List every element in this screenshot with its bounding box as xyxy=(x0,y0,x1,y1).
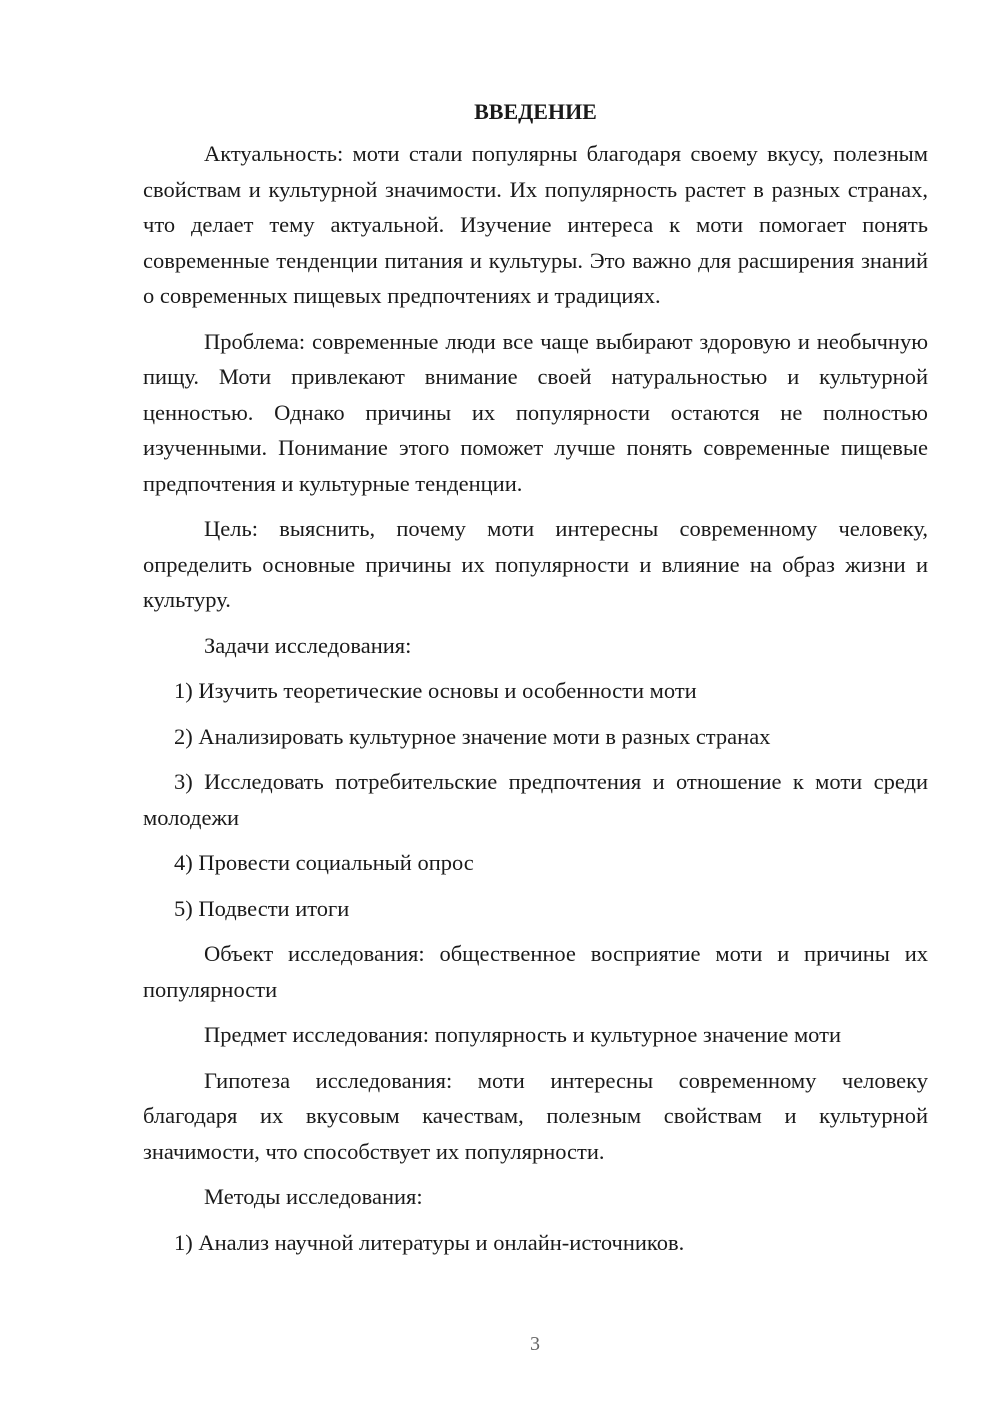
object-paragraph: Объект исследования: общественное восприятие моти и причины их популярности xyxy=(143,941,928,1002)
task-item: 3) Исследовать потребительские предпочтения и отношение к моти среди молодежи xyxy=(143,769,928,830)
problem-paragraph: Проблема: современные люди все чаще выбирают здоровую и необычную пищу. Моти привлекают внимание своей натуральностью и культурной ценностью. Однако причины их популярности остаются не полностью изученными. Понимание этого поможет лучше понять современные пищевые предпочтения и культурные тенденции. xyxy=(143,328,928,496)
hypothesis-paragraph: Гипотеза исследования: моти интересны современному человеку благодаря их вкусовым качествам, полезным свойствам и культурной значимости, что способствует их популярности. xyxy=(143,1067,928,1164)
method-item: 1) Анализ научной литературы и онлайн-источников. xyxy=(174,1229,685,1255)
task-item: 4) Провести социальный опрос xyxy=(174,850,474,875)
page-content xyxy=(143,94,928,1270)
task-item: 1) Изучить теоретические основы и особенности моти xyxy=(174,678,697,703)
methods-heading: Методы исследования: xyxy=(204,1184,423,1209)
tasks-heading: Задачи исследования: xyxy=(204,632,412,658)
task-item: 2) Анализировать культурное значение моти в разных странах xyxy=(174,723,771,749)
page-number: 3 xyxy=(530,1333,540,1355)
task-item: 5) Подвести итоги xyxy=(174,895,350,921)
section-title: ВВЕДЕНИЕ xyxy=(474,99,597,124)
subject-paragraph: Предмет исследования: популярность и культурное значение моти xyxy=(204,1022,842,1047)
relevance-paragraph: Актуальность: моти стали популярны благодаря своему вкусу, полезным свойствам и культурной значимости. Их популярность растет в разных странах, что делает тему актуальной. Изучение интереса к моти помогает понять современные тенденции питания и культуры. Это важно для расширения знаний о современных пищевых предпочтениях и традициях. xyxy=(143,141,928,308)
goal-paragraph: Цель: выяснить, почему моти интересны современному человеку, определить основные причины их популярности и влияние на образ жизни и культуру. xyxy=(143,516,928,612)
